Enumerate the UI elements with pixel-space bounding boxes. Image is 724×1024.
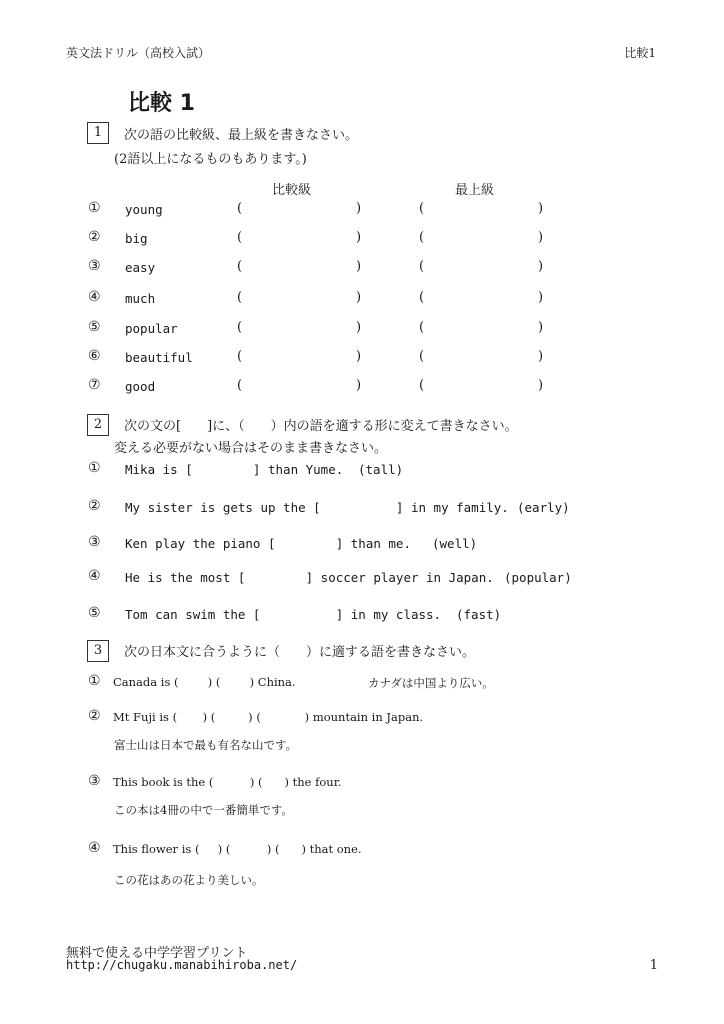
item-english: This book is the ( ) ( ) the four. [113,775,342,789]
open-paren: ( [419,201,425,216]
item-number: ⑦ [88,377,101,393]
column-comparative: 比較級 [272,183,312,198]
close-paren: ) [538,201,544,216]
item-number: ② [88,229,101,245]
item-number: ③ [88,773,101,789]
open-paren: ( [419,259,425,274]
item-sentence: My sister is gets up the [ ] in my family. [125,500,509,515]
item-japanese: カナダは中国より広い。 [368,676,494,690]
item-number: ③ [88,258,101,274]
column-superlative: 最上級 [455,183,495,198]
item-word: popular [125,321,178,336]
item-number: ⑤ [88,605,101,621]
item-japanese: この花はあの花より美しい。 [114,873,264,887]
item-number: ① [88,673,101,689]
item-hint: (well) [432,536,478,551]
item-english: Canada is ( ) ( ) China. [113,675,296,689]
open-paren: ( [237,320,243,335]
close-paren: ) [538,349,544,364]
open-paren: ( [419,230,425,245]
section-1-instruction: 次の語の比較級、最上級を書きなさい。 [124,128,359,143]
page-title: 比較 1 [128,91,195,116]
item-sentence: He is the most [ ] soccer player in Japan. [125,570,494,585]
item-number: ④ [88,568,101,584]
open-paren: ( [419,290,425,305]
open-paren: ( [237,290,243,305]
header-left: 英文法ドリル（高校入試） [66,46,211,60]
close-paren: ) [356,259,362,274]
open-paren: ( [419,378,425,393]
close-paren: ) [538,378,544,393]
open-paren: ( [237,201,243,216]
item-word: much [125,291,156,306]
item-word: easy [125,260,156,275]
item-japanese: 富士山は日本で最も有名な山です。 [114,738,298,752]
footer-url: http://chugaku.manabihiroba.net/ [66,958,298,972]
item-word: big [125,231,148,246]
header-right: 比較1 [624,46,656,60]
item-hint: (tall) [358,462,404,477]
page-number: 1 [649,958,658,973]
section-2-number: 2 [87,414,109,436]
open-paren: ( [237,230,243,245]
open-paren: ( [419,349,425,364]
close-paren: ) [356,230,362,245]
item-word: beautiful [125,350,193,365]
item-number: ④ [88,289,101,305]
item-number: ④ [88,840,101,856]
open-paren: ( [237,378,243,393]
item-hint: (popular) [504,570,572,585]
section-1-number: 1 [87,122,109,144]
close-paren: ) [356,349,362,364]
close-paren: ) [538,259,544,274]
close-paren: ) [356,378,362,393]
section-3-number: 3 [87,640,109,662]
close-paren: ) [538,320,544,335]
item-number: ② [88,708,101,724]
close-paren: ) [538,230,544,245]
item-sentence: Tom can swim the [ ] in my class. [125,607,442,622]
open-paren: ( [419,320,425,335]
item-word: good [125,379,156,394]
item-japanese: この本は4冊の中で一番簡単です。 [114,803,293,817]
close-paren: ) [356,290,362,305]
item-english: Mt Fuji is ( ) ( ) ( ) mountain in Japan. [113,710,424,724]
section-1-note: (2語以上になるものもあります。) [114,152,307,167]
close-paren: ) [356,201,362,216]
section-2-instruction: 次の文の[ ]に、（ ）内の語を適する形に変えて書きなさい。 [124,419,518,434]
section-2-instruction-2: 変える必要がない場合はそのまま書きなさい。 [114,441,388,456]
item-number: ⑤ [88,319,101,335]
item-number: ③ [88,534,101,550]
close-paren: ) [356,320,362,335]
footer-title: 無料で使える中学学習プリント [66,946,248,961]
item-word: young [125,202,163,217]
item-number: ① [88,200,101,216]
item-english: This flower is ( ) ( ) ( ) that one. [113,842,362,856]
open-paren: ( [237,259,243,274]
item-sentence: Mika is [ ] than Yume. [125,462,344,477]
item-number: ⑥ [88,348,101,364]
item-hint: (fast) [456,607,502,622]
open-paren: ( [237,349,243,364]
close-paren: ) [538,290,544,305]
item-hint: (early) [517,500,570,515]
item-number: ② [88,498,101,514]
item-number: ① [88,460,101,476]
section-3-instruction: 次の日本文に合うように（ ）に適する語を書きなさい。 [124,645,476,660]
item-sentence: Ken play the piano [ ] than me. [125,536,411,551]
